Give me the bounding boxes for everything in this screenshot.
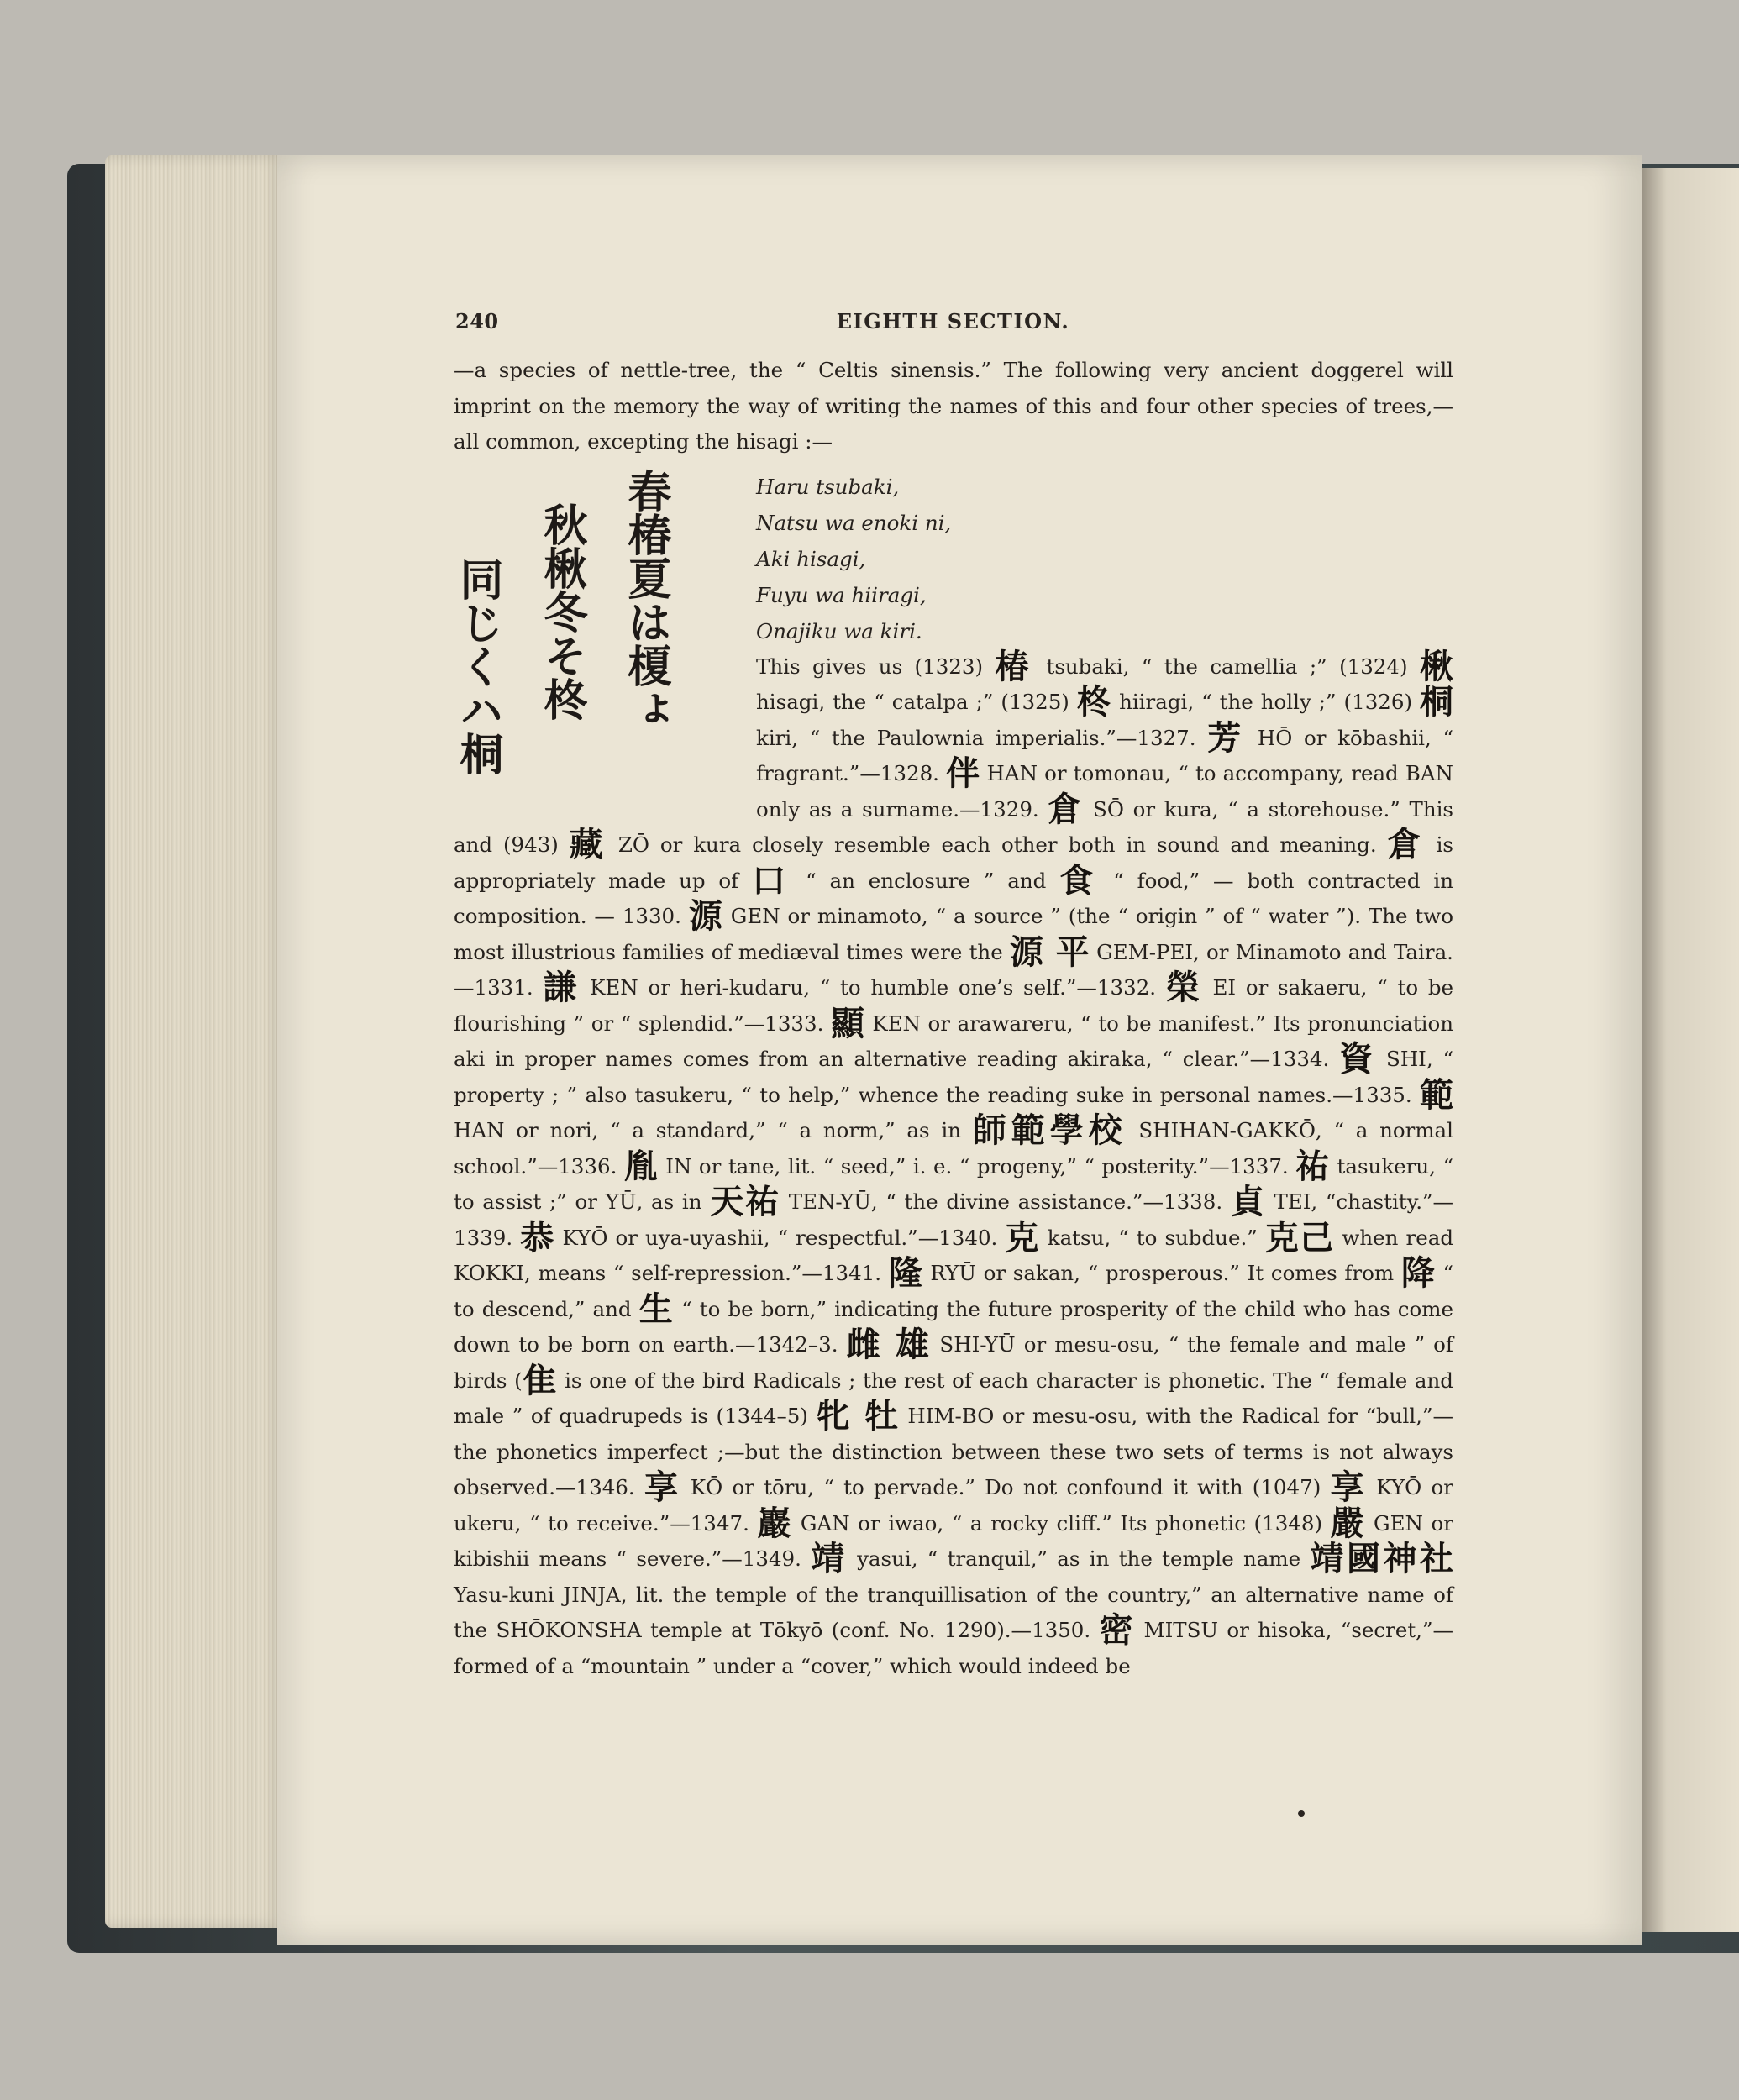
entry-text: ZŌ or kura closely resemble each other both in sound and meaning. bbox=[617, 832, 1377, 857]
kanji-1348: 嚴 bbox=[1330, 1504, 1366, 1543]
entry-text: TEN-YŪ, “ the divine assistance.”—1338. bbox=[788, 1189, 1223, 1214]
entry-text: is one of the bird Radicals ; the rest of each character is phonetic. The “ female and male ” of quadrupeds is (1344–5) bbox=[454, 1368, 1453, 1428]
kanji-shihan-gakko: 師範學校 bbox=[972, 1111, 1127, 1150]
entry-text: GEN or kibishii means “ severe.”—1349. bbox=[454, 1510, 1453, 1571]
entry-text: “ food,” — both contracted in composition. — 1330. bbox=[454, 868, 1454, 928]
entry-text: tsubaki, “ the camellia ;” (1324) bbox=[1046, 654, 1408, 679]
kanji-kura: 倉 bbox=[1387, 826, 1426, 864]
verse-column-2: 秋楸冬そ柊 bbox=[536, 501, 586, 721]
kanji-kokki: 克己 bbox=[1264, 1218, 1335, 1257]
entry-text: KYŌ or ukeru, “ to receive.”—1347. bbox=[454, 1475, 1454, 1536]
entry-text: “ to descend,” and bbox=[454, 1261, 1453, 1321]
entry-text: KŌ or tōru, “ to pervade.” Do not confound it with (1047) bbox=[690, 1475, 1321, 1499]
entry-text: MITSU or hisoka, “secret,”—formed of a “mountain ” under a “cover,” which would indeed be bbox=[454, 1618, 1453, 1678]
kanji-1336: 胤 bbox=[623, 1147, 659, 1186]
entry-text: katsu, “ to subdue.” bbox=[1047, 1225, 1258, 1250]
ink-dot bbox=[1298, 1810, 1305, 1817]
facing-page bbox=[1642, 168, 1739, 1932]
verse-line: Onajiku wa kiri. bbox=[756, 618, 922, 643]
kanji-food: 食 bbox=[1059, 861, 1101, 900]
kanji-1324: 楸 bbox=[1420, 647, 1453, 686]
kanji-1328: 伴 bbox=[946, 754, 980, 793]
kanji-1332: 榮 bbox=[1165, 969, 1203, 1007]
kanji-1341: 隆 bbox=[888, 1254, 923, 1293]
entry-text: KEN or arawareru, “ to be manifest.” Its pronunciation aki in proper names comes from an alternative reading akiraka, “ clear.”—1334. bbox=[454, 1011, 1454, 1071]
entry-text: SHI, “ property ; ” also tasukeru, “ to help,” whence the reading suke in personal names.—1335. bbox=[454, 1047, 1453, 1107]
kanji-1327: 芳 bbox=[1207, 718, 1247, 758]
entry-text: SŌ or kura, “ a storehouse.” This and (943) bbox=[454, 796, 1454, 857]
entry-text: TEI, “chastity.”—1339. bbox=[454, 1189, 1454, 1250]
verse-column-3: 同じくハ桐 bbox=[452, 556, 502, 775]
kanji-1329: 倉 bbox=[1048, 790, 1085, 829]
verse-line: Haru tsubaki, bbox=[756, 474, 900, 499]
kanji-1334: 資 bbox=[1339, 1040, 1377, 1079]
entry-text: “ to be born,” indicating the future prosperity of the child who has come down to be born on earth.—1342–3. bbox=[454, 1296, 1453, 1357]
entry-text: tasukeru, “ to assist ;” or YŪ, as in bbox=[454, 1153, 1453, 1214]
entry-text: kiri, “ the Paulownia imperialis.”—1327. bbox=[756, 725, 1196, 750]
verse-column-1: 春椿夏は榎ょ bbox=[620, 468, 670, 731]
kanji-1333: 顯 bbox=[830, 1004, 865, 1043]
kanji-1349: 靖 bbox=[811, 1540, 848, 1578]
entry-text: HAN or tomonau, “ to accompany, read BAN only as a surname.—1329. bbox=[756, 761, 1453, 822]
verse-block bbox=[454, 469, 1453, 1685]
entry-text: GEN or minamoto, “ a source ” (the “ origin ” of “ water ”). The two most illustrious families of mediæval times were the bbox=[454, 904, 1453, 964]
entry-text: HIM-BO or mesu-osu, with the Radical for “bull,”—the phonetics imperfect ;—but the distinction between these two sets of terms is not always observed.—1346. bbox=[454, 1404, 1453, 1499]
entry-text: SHI-YŪ or mesu-osu, “ the female and male ” of birds ( bbox=[454, 1332, 1453, 1393]
entry-text: This gives us (1323) bbox=[756, 654, 984, 679]
kanji-1335: 範 bbox=[1420, 1075, 1453, 1115]
entry-text: GAN or iwao, “ a rocky cliff.” Its phonetic (1348) bbox=[800, 1510, 1323, 1536]
entry-text: hisagi, the “ catalpa ;” (1325) bbox=[756, 690, 1069, 714]
kanji-1339: 恭 bbox=[520, 1218, 555, 1257]
kanji-enclosure: 口 bbox=[752, 861, 793, 900]
entry-text: HAN or nori, “ a standard,” “ a norm,” as in bbox=[454, 1118, 961, 1142]
entry-text: IN or tane, lit. “ seed,” i. e. “ progeny,” “ posterity.”—1337. bbox=[665, 1153, 1289, 1179]
kanji-1350: 密 bbox=[1099, 1611, 1136, 1650]
kanji-1330: 源 bbox=[688, 897, 723, 936]
page-number: 240 bbox=[455, 309, 499, 333]
entry-text: is appropriately made up of bbox=[454, 832, 1454, 893]
kanji-1337: 祐 bbox=[1295, 1147, 1330, 1186]
kanji-1340: 克 bbox=[1005, 1218, 1040, 1257]
kanji-1344: 牝 牡 bbox=[816, 1397, 900, 1436]
kanji-ten-yu: 天祐 bbox=[710, 1183, 781, 1221]
kanji-1347: 巖 bbox=[757, 1504, 793, 1543]
entry-text: when read KOKKI, means “ self-repression.”—1341. bbox=[454, 1225, 1454, 1285]
kanji-1342: 雌 雄 bbox=[846, 1326, 932, 1364]
entry-text: HŌ or kōbashii, “ fragrant.”—1328. bbox=[756, 725, 1454, 785]
kanji-1331: 謙 bbox=[543, 969, 581, 1007]
entry-text: Yasu-kuni JINJA, lit. the temple of the tranquillisation of the country,” an alternative name of the SHŌKONSHA temple at Tōkyō (conf. No. 1290).—1350. bbox=[454, 1582, 1453, 1642]
verse-line: Aki hisagi, bbox=[756, 546, 866, 571]
kanji-943: 藏 bbox=[569, 826, 607, 864]
kanji-yasukuni: 靖國神社 bbox=[1310, 1540, 1454, 1578]
page-edges bbox=[105, 155, 286, 1928]
kanji-gempei: 源 平 bbox=[1009, 932, 1090, 972]
kanji-1346: 享 bbox=[644, 1468, 681, 1507]
kanji-verse bbox=[454, 469, 706, 822]
entry-text: RYŪ or sakan, “ prosperous.” It comes from bbox=[930, 1261, 1395, 1285]
kanji-1047: 享 bbox=[1330, 1468, 1368, 1507]
kanji-1326: 桐 bbox=[1420, 683, 1454, 722]
running-head bbox=[455, 309, 1451, 339]
kanji-1323: 椿 bbox=[995, 647, 1035, 686]
section-title: EIGHTH SECTION. bbox=[836, 309, 1070, 333]
verse-line: Fuyu wa hiiragi, bbox=[756, 582, 927, 607]
kanji-bird-radical: 隹 bbox=[522, 1361, 558, 1400]
kanji-1325: 柊 bbox=[1076, 683, 1112, 722]
page-body bbox=[454, 353, 1453, 1684]
entry-text: KYŌ or uya-uyashii, “ respectful.”—1340. bbox=[562, 1225, 998, 1250]
entry-text: KEN or heri-kudaru, “ to humble one’s self.”—1332. bbox=[590, 975, 1157, 1000]
entry-text: SHIHAN-GAKKŌ, “ a normal school.”—1336. bbox=[454, 1118, 1453, 1179]
kanji-descend: 降 bbox=[1400, 1254, 1436, 1293]
entry-text: hiiragi, “ the holly ;” (1326) bbox=[1119, 690, 1413, 714]
entry-text: yasui, “ tranquil,” as in the temple name bbox=[857, 1546, 1301, 1571]
intro-paragraph: —a species of nettle-tree, the “ Celtis sinensis.” The following very ancient doggerel will imprint on the memory the way of writing the names of this and four other species of trees,—all common, excepting the hisagi :— bbox=[454, 358, 1453, 454]
entry-text: EI or sakaeru, “ to be flourishing ” or “ splendid.”—1333. bbox=[454, 975, 1454, 1036]
entry-text: “ an enclosure ” and bbox=[806, 868, 1047, 893]
kanji-born: 生 bbox=[638, 1289, 675, 1329]
kanji-1338: 貞 bbox=[1230, 1183, 1266, 1221]
entry-text: GEM-PEI, or Minamoto and Taira.—1331. bbox=[454, 939, 1453, 1000]
verse-line: Natsu wa enoki ni, bbox=[756, 510, 952, 535]
